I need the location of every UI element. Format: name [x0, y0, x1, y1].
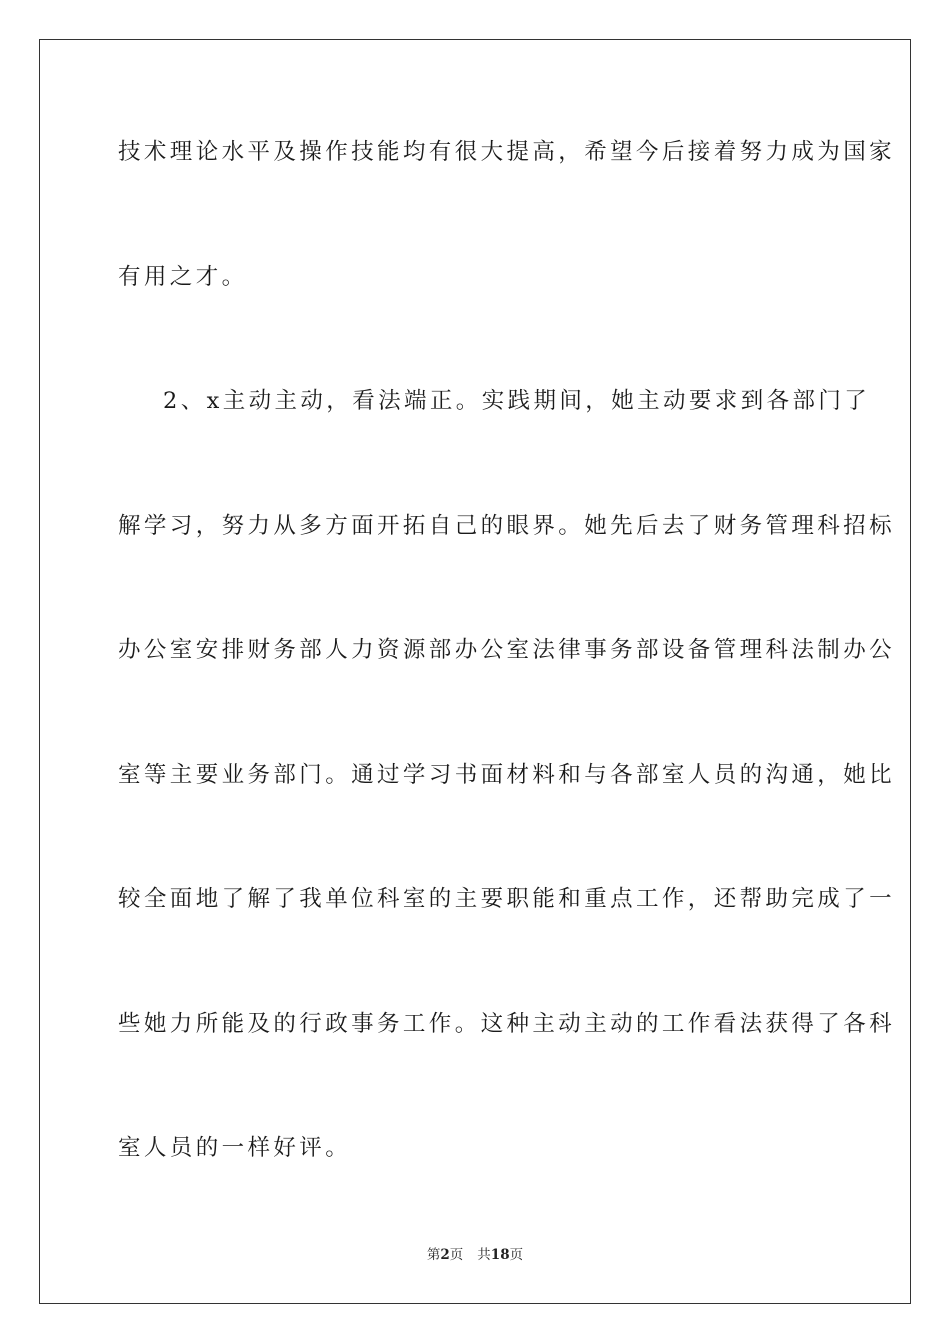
- page-footer: [0, 1246, 950, 1264]
- text-line-1: 技术理论水平及操作技能均有很大提高，希望今后接着努力成为国家: [118, 139, 896, 165]
- total-pages: 18: [490, 1247, 510, 1263]
- text-line-8: 些她力所能及的行政事务工作。这种主动主动的工作看法获得了各科: [118, 1011, 896, 1037]
- text-line-9: 室人员的一样好评。: [118, 1135, 352, 1161]
- page-label-prefix: 第: [426, 1247, 441, 1263]
- text-line-6: 室等主要业务部门。通过学习书面材料和与各部室人员的沟通，她比: [118, 762, 896, 788]
- text-line-7: 较全面地了解了我单位科室的主要职能和重点工作，还帮助完成了一: [118, 886, 896, 912]
- paragraph-2-start: 2、x主动主动，看法端正。实践期间，她主动要求到各部门了: [163, 388, 871, 414]
- text-line-5: 办公室安排财务部人力资源部办公室法律事务部设备管理科法制办公: [118, 637, 896, 663]
- total-label-prefix: 共: [477, 1247, 491, 1263]
- page-label-suffix: 页: [449, 1247, 464, 1263]
- total-label-suffix: 页: [509, 1247, 524, 1263]
- text-line-4: 解学习，努力从多方面开拓自己的眼界。她先后去了财务管理科招标: [118, 513, 896, 539]
- text-line-2: 有用之才。: [118, 264, 248, 290]
- page-number: 2: [440, 1247, 450, 1263]
- page-border: [39, 39, 911, 1304]
